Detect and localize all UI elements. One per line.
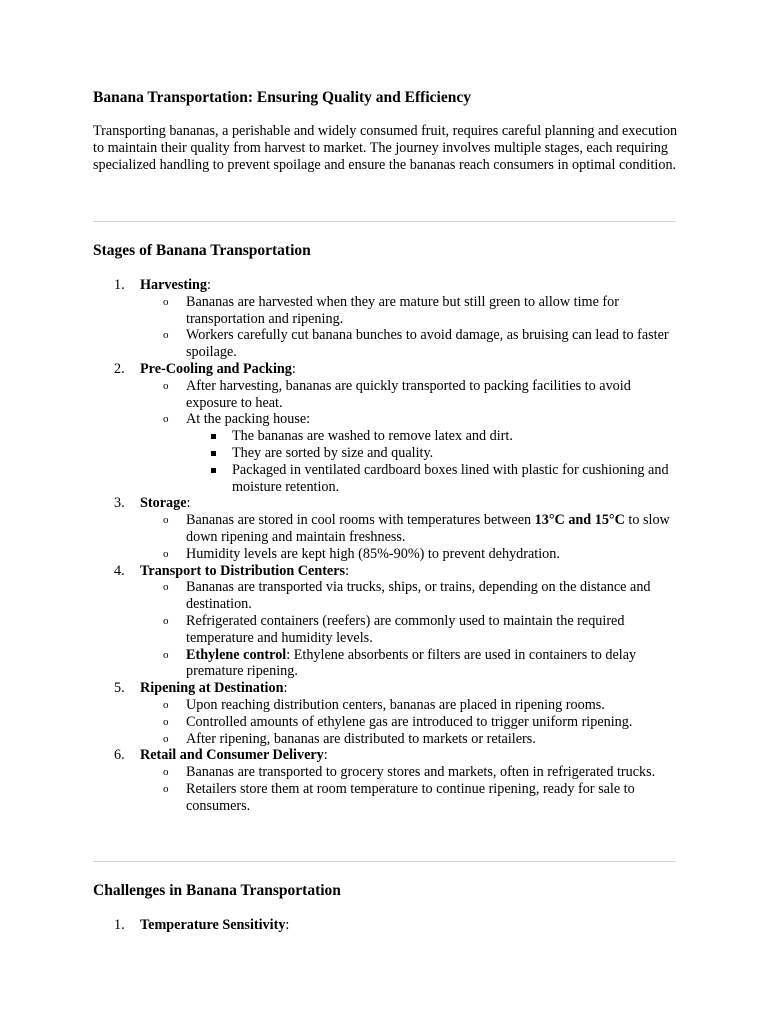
item-text: Controlled amounts of ethylene gas are introduced to trigger uniform ripening. bbox=[186, 713, 633, 730]
stage-colon: : bbox=[207, 277, 211, 293]
item-text: Workers carefully cut banana bunches to avoid damage, as bruising can lead to faster spoilage. bbox=[186, 327, 669, 361]
stage-colon: : bbox=[186, 495, 191, 512]
bullet-o: o bbox=[163, 715, 169, 728]
stages-heading: Stages of Banana Transportation bbox=[93, 242, 311, 259]
sub-list bbox=[140, 294, 678, 361]
bullet-o: o bbox=[163, 614, 169, 627]
list-number: 3. bbox=[114, 495, 125, 512]
intro-paragraph: Transporting bananas, a perishable and widely consumed fruit, requires careful planning and execution to maintain their quality from harvest to market. The journey involves multiple stages, each requiring specialized handling to prevent spoilage and ensure the bananas reach consumers in optimal condition. bbox=[93, 123, 678, 173]
list-number: 6. bbox=[114, 747, 125, 764]
list-item bbox=[140, 781, 678, 815]
list-item bbox=[140, 378, 678, 412]
stage-item bbox=[93, 495, 678, 562]
section-divider bbox=[93, 861, 676, 862]
bullet-o: o bbox=[163, 379, 169, 392]
list-item bbox=[140, 764, 678, 781]
bullet-o: o bbox=[163, 766, 169, 779]
item-text: They are sorted by size and quality. bbox=[232, 444, 434, 461]
bullet-o: o bbox=[163, 547, 169, 560]
list-number: 5. bbox=[114, 680, 125, 697]
list-item bbox=[140, 613, 678, 647]
item-text: : Ethylene absorbents or filters are used in containers to delay premature ripening. bbox=[186, 646, 637, 680]
stage-item bbox=[93, 361, 678, 495]
stage-title: Storage bbox=[140, 495, 187, 512]
list-number: 1. bbox=[114, 277, 125, 293]
stages-list bbox=[93, 277, 678, 815]
sub-list bbox=[140, 764, 678, 814]
bullet-o: o bbox=[163, 732, 169, 745]
bullet-o: o bbox=[163, 413, 169, 426]
item-text: At the packing house: bbox=[186, 411, 311, 428]
list-item bbox=[140, 731, 678, 748]
stage-item bbox=[93, 680, 678, 747]
bullet-o: o bbox=[163, 514, 169, 527]
document-title: Banana Transportation: Ensuring Quality and Efficiency bbox=[93, 89, 471, 106]
list-item bbox=[140, 512, 678, 546]
item-text: Bananas are transported via trucks, ships, or trains, depending on the distance and destination. bbox=[186, 579, 651, 613]
section-divider bbox=[93, 221, 676, 222]
sub-list-item bbox=[186, 445, 678, 462]
stage-colon: : bbox=[283, 680, 288, 697]
challenges-heading: Challenges in Banana Transportation bbox=[93, 882, 341, 899]
challenge-colon: : bbox=[285, 917, 290, 933]
stage-title: Retail and Consumer Delivery bbox=[140, 747, 324, 764]
item-bold-lead: Ethylene control bbox=[186, 646, 287, 663]
bullet-o: o bbox=[163, 329, 169, 342]
item-text: Humidity levels are kept high (85%-90%) to prevent dehydration. bbox=[186, 545, 560, 562]
sub-list bbox=[140, 512, 678, 562]
list-number: 4. bbox=[114, 562, 125, 579]
bullet-o: o bbox=[163, 581, 169, 594]
bullet-o: o bbox=[163, 782, 169, 795]
stage-title: Transport to Distribution Centers bbox=[140, 562, 346, 579]
stage-colon: : bbox=[345, 562, 350, 579]
item-text: Bananas are stored in cool rooms with temperatures between bbox=[186, 512, 535, 529]
item-text: After ripening, bananas are distributed to markets or retailers. bbox=[186, 730, 536, 747]
item-text: Refrigerated containers (reefers) are commonly used to maintain the required temperature and humidity levels. bbox=[186, 612, 625, 646]
stage-title: Harvesting bbox=[140, 277, 207, 293]
item-text: The bananas are washed to remove latex and dirt. bbox=[232, 428, 513, 445]
stage-item bbox=[93, 277, 678, 361]
item-text: Upon reaching distribution centers, bananas are placed in ripening rooms. bbox=[186, 696, 605, 713]
item-text: Bananas are harvested when they are mature but still green to allow time for transportation and ripening. bbox=[186, 293, 619, 327]
square-bullet-icon bbox=[211, 451, 216, 456]
stage-item bbox=[93, 747, 678, 814]
list-item bbox=[140, 327, 678, 361]
bullet-o: o bbox=[163, 648, 169, 661]
challenge-title: Temperature Sensitivity bbox=[140, 917, 286, 933]
sub-list bbox=[140, 697, 678, 747]
list-item bbox=[140, 294, 678, 328]
stage-title: Ripening at Destination bbox=[140, 680, 284, 697]
list-item bbox=[140, 697, 678, 714]
sub-list bbox=[140, 378, 678, 496]
challenges-list bbox=[93, 917, 678, 934]
item-text: Bananas are transported to grocery stores and markets, often in refrigerated trucks. bbox=[186, 764, 656, 781]
item-text: Retailers store them at room temperature to continue ripening, ready for sale to consumers. bbox=[186, 780, 635, 814]
item-text: Packaged in ventilated cardboard boxes lined with plastic for cushioning and moisture retention. bbox=[232, 461, 669, 495]
sub-list-item bbox=[186, 462, 678, 496]
stage-title: Pre-Cooling and Packing bbox=[140, 360, 292, 377]
square-bullet-icon bbox=[211, 434, 216, 439]
square-bullet-icon bbox=[211, 468, 216, 473]
challenge-item bbox=[93, 917, 678, 934]
bullet-o: o bbox=[163, 295, 169, 308]
sub-list bbox=[140, 579, 678, 680]
stage-item bbox=[93, 563, 678, 681]
list-item bbox=[140, 647, 678, 681]
item-text: After harvesting, bananas are quickly transported to packing facilities to avoid exposure to heat. bbox=[186, 377, 631, 411]
list-number: 2. bbox=[114, 360, 125, 377]
temperature-range: 13°C and 15°C bbox=[534, 512, 625, 529]
list-item bbox=[140, 546, 678, 563]
list-item bbox=[140, 714, 678, 731]
bullet-o: o bbox=[163, 698, 169, 711]
list-number: 1. bbox=[114, 917, 125, 933]
item-text: to slow down ripening and maintain freshness. bbox=[186, 512, 670, 545]
list-item bbox=[140, 579, 678, 613]
stage-colon: : bbox=[291, 360, 296, 377]
stage-colon: : bbox=[323, 747, 328, 764]
sub-sub-list bbox=[186, 428, 678, 495]
sub-list-item bbox=[186, 428, 678, 445]
list-item bbox=[140, 411, 678, 495]
